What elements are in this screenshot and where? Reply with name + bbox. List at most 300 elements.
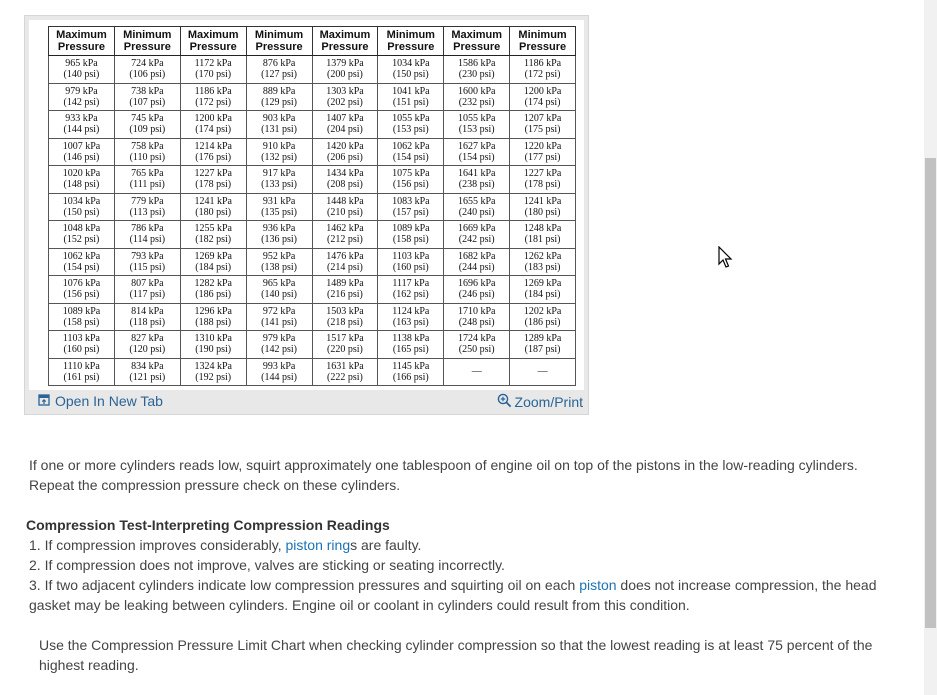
- cell-kpa: 1503 kPa: [326, 305, 364, 317]
- table-cell: [246, 248, 312, 276]
- scrollbar-thumb[interactable]: [925, 158, 936, 628]
- table-cell: [180, 276, 246, 304]
- cell-psi: (200 psi): [327, 69, 363, 81]
- table-cell: [378, 221, 444, 249]
- table-cell: [378, 303, 444, 331]
- cell-kpa: 1186 kPa: [523, 58, 562, 70]
- retest-paragraph: If one or more cylinders reads low, squirt approximately one tablespoon of engine oil on top of the pistons in the low-reading cylinders. Repeat the compression pressure check on these cylinders.: [29, 457, 858, 493]
- cell-kpa: 1083 kPa: [392, 195, 430, 207]
- piston-link[interactable]: piston: [579, 577, 617, 593]
- cell-kpa: 1034 kPa: [392, 58, 430, 70]
- cell-kpa: 936 kPa: [262, 223, 296, 235]
- cell-kpa: 793 kPa: [131, 250, 164, 262]
- cell-psi: (220 psi): [327, 344, 363, 356]
- table-cell: [180, 331, 246, 359]
- table-cell: [114, 276, 180, 304]
- table-cell: [246, 166, 312, 194]
- cell-kpa: 1227 kPa: [194, 168, 232, 180]
- cell-psi: (154 psi): [458, 151, 495, 163]
- cell-kpa: 1055 kPa: [392, 113, 430, 125]
- table-cell: [378, 331, 444, 359]
- cell-psi: (162 psi): [392, 289, 429, 301]
- table-cell: [49, 166, 115, 194]
- table-cell: [312, 248, 378, 276]
- cell-psi: (186 psi): [524, 316, 561, 328]
- cell-kpa: 917 kPa: [262, 168, 296, 180]
- cell-psi: (161 psi): [63, 371, 100, 383]
- cell-kpa: 979 kPa: [262, 333, 296, 345]
- cell-psi: (158 psi): [392, 234, 429, 246]
- table-cell: [444, 166, 510, 194]
- table-row: [49, 303, 576, 331]
- cell-psi: (175 psi): [524, 124, 561, 136]
- table-cell: [312, 166, 378, 194]
- cell-psi: (250 psi): [458, 344, 495, 356]
- cell-kpa: 1600 kPa: [457, 85, 496, 97]
- cell-kpa: 1075 kPa: [392, 168, 430, 180]
- cell-psi: (133 psi): [261, 179, 297, 191]
- cell-psi: (174 psi): [195, 124, 232, 136]
- cell-psi: (153 psi): [458, 124, 495, 136]
- cell-kpa: 1062 kPa: [392, 140, 430, 152]
- table-cell: [444, 193, 510, 221]
- table-cell: [444, 138, 510, 166]
- cell-psi: (135 psi): [261, 206, 297, 218]
- cell-kpa: 1220 kPa: [523, 140, 562, 152]
- cell-kpa: 1462 kPa: [326, 223, 364, 235]
- cell-psi: (232 psi): [458, 96, 495, 108]
- table-cell: [114, 221, 180, 249]
- limit-chart-paragraph: Use the Compression Pressure Limit Chart when checking cylinder compression so that the lowest reading is at least 75 percent of the highest reading.: [39, 637, 873, 673]
- cell-kpa: 1696 kPa: [457, 278, 496, 290]
- column-header: Minimum Pressure: [378, 27, 444, 56]
- cell-psi: (110 psi): [129, 151, 166, 163]
- cell-kpa: 1631 kPa: [326, 360, 364, 372]
- cell-kpa: 1124 kPa: [392, 305, 430, 317]
- table-cell: [378, 248, 444, 276]
- table-cell: [312, 56, 378, 84]
- cell-kpa: 807 kPa: [131, 278, 164, 290]
- table-cell: [49, 221, 115, 249]
- cell-kpa: 933 kPa: [65, 113, 98, 125]
- cell-psi: (138 psi): [261, 261, 297, 273]
- cell-kpa: 903 kPa: [262, 113, 296, 125]
- table-cell: [444, 83, 510, 111]
- table-cell: [180, 56, 246, 84]
- cell-psi: (188 psi): [195, 316, 232, 328]
- cell-kpa: 1103 kPa: [392, 250, 430, 262]
- open-in-new-tab-icon: [38, 393, 50, 409]
- cell-psi: (154 psi): [63, 261, 100, 273]
- cell-psi: (113 psi): [129, 206, 166, 218]
- table-row: [49, 276, 576, 304]
- table-cell: [49, 111, 115, 139]
- list-item-text: 3. If two adjacent cylinders indicate low compression pressures and squirting oil on each: [29, 577, 580, 593]
- table-cell: [49, 276, 115, 304]
- table-cell: [114, 303, 180, 331]
- table-cell: [510, 193, 576, 221]
- cell-kpa: 1517 kPa: [326, 333, 364, 345]
- table-cell: [312, 138, 378, 166]
- list-item: [26, 535, 896, 555]
- table-cell: [180, 303, 246, 331]
- cell-psi: (246 psi): [458, 289, 495, 301]
- cell-psi: (141 psi): [261, 316, 297, 328]
- cell-kpa: 758 kPa: [131, 140, 164, 152]
- table-cell: [114, 138, 180, 166]
- table-cell: [312, 276, 378, 304]
- column-header: Maximum Pressure: [180, 27, 246, 56]
- cell-psi: (208 psi): [327, 179, 363, 191]
- cell-kpa: 1227 kPa: [523, 168, 562, 180]
- cell-kpa: 1669 kPa: [457, 223, 496, 235]
- cell-psi: (142 psi): [261, 344, 297, 356]
- cell-psi: (182 psi): [195, 234, 232, 246]
- cell-psi: (216 psi): [327, 289, 363, 301]
- cell-kpa: 1724 kPa: [457, 333, 496, 345]
- cell-psi: (127 psi): [261, 69, 297, 81]
- cell-psi: (172 psi): [524, 69, 561, 81]
- cell-psi: (157 psi): [392, 206, 429, 218]
- cell-psi: (153 psi): [392, 124, 429, 136]
- table-cell: [114, 331, 180, 359]
- table-row: [49, 56, 576, 84]
- table-cell: [312, 331, 378, 359]
- cell-kpa: 1434 kPa: [326, 168, 364, 180]
- table-cell: [114, 248, 180, 276]
- table-row: [49, 111, 576, 139]
- column-header: Minimum Pressure: [510, 27, 576, 56]
- article-body: [26, 455, 896, 675]
- column-header: Maximum Pressure: [49, 27, 115, 56]
- zoom-print-link[interactable]: [497, 393, 583, 411]
- table-cell: [49, 248, 115, 276]
- table-cell: [246, 331, 312, 359]
- cell-kpa: 1682 kPa: [457, 250, 496, 262]
- table-row: [49, 331, 576, 359]
- cell-kpa: 1627 kPa: [457, 140, 496, 152]
- cell-psi: (218 psi): [327, 316, 363, 328]
- table-cell: [444, 331, 510, 359]
- column-header: Minimum Pressure: [114, 27, 180, 56]
- table-row: [49, 166, 576, 194]
- cell-kpa: 1248 kPa: [523, 223, 562, 235]
- cell-kpa: 1048 kPa: [62, 223, 101, 235]
- table-cell: [510, 138, 576, 166]
- cell-psi: (120 psi): [129, 344, 166, 356]
- cell-kpa: 1007 kPa: [62, 140, 101, 152]
- cell-kpa: 1186 kPa: [194, 85, 232, 97]
- table-row: [49, 248, 576, 276]
- table-cell: [49, 56, 115, 84]
- table-cell: [114, 83, 180, 111]
- cell-psi: (238 psi): [458, 179, 495, 191]
- cell-kpa: 724 kPa: [131, 58, 164, 70]
- zoom-print-label: Zoom/Print: [514, 394, 583, 410]
- cell-kpa: 1138 kPa: [392, 333, 430, 345]
- cell-kpa: 827 kPa: [131, 333, 164, 345]
- table-cell: [378, 56, 444, 84]
- cell-kpa: 1303 kPa: [326, 85, 364, 97]
- list-item-text: s are faulty.: [350, 537, 422, 553]
- cell-psi: (140 psi): [63, 69, 100, 81]
- cell-psi: (166 psi): [392, 371, 429, 383]
- cell-kpa: 1379 kPa: [326, 58, 364, 70]
- cell-kpa: 965 kPa: [262, 278, 296, 290]
- cell-kpa: 1282 kPa: [194, 278, 232, 290]
- cell-kpa: 1117 kPa: [392, 278, 430, 290]
- table-cell: [510, 248, 576, 276]
- cell-psi: (212 psi): [327, 234, 363, 246]
- cell-psi: (242 psi): [458, 234, 495, 246]
- cell-psi: (177 psi): [524, 151, 561, 163]
- cell-psi: (165 psi): [392, 344, 429, 356]
- table-cell: [180, 358, 246, 386]
- table-cell: [444, 56, 510, 84]
- table-row: [49, 221, 576, 249]
- cell-psi: (150 psi): [392, 69, 429, 81]
- table-cell: [180, 138, 246, 166]
- cell-kpa: 1202 kPa: [523, 305, 562, 317]
- compression-pressure-table: [48, 26, 576, 386]
- cell-kpa: 1407 kPa: [326, 113, 364, 125]
- cell-psi: (115 psi): [129, 261, 166, 273]
- list-item: [26, 575, 896, 615]
- cell-kpa: 1214 kPa: [194, 140, 232, 152]
- cell-kpa: 1262 kPa: [523, 250, 562, 262]
- cell-kpa: 931 kPa: [262, 195, 296, 207]
- cell-kpa: 1241 kPa: [523, 195, 562, 207]
- cell-psi: (114 psi): [129, 234, 166, 246]
- table-cell: [49, 193, 115, 221]
- table-cell: [378, 276, 444, 304]
- table-cell: [312, 83, 378, 111]
- cell-kpa: —: [537, 366, 548, 378]
- cell-kpa: 979 kPa: [65, 85, 98, 97]
- table-cell: [378, 358, 444, 386]
- table-cell: [180, 166, 246, 194]
- cell-psi: (163 psi): [392, 316, 429, 328]
- table-cell: [180, 221, 246, 249]
- table-cell: [246, 358, 312, 386]
- table-cell: [180, 83, 246, 111]
- table-row: [49, 138, 576, 166]
- table-cell: [444, 111, 510, 139]
- cell-kpa: 952 kPa: [262, 250, 296, 262]
- cell-psi: (210 psi): [327, 206, 363, 218]
- cell-psi: (184 psi): [195, 261, 232, 273]
- cell-psi: (186 psi): [195, 289, 232, 301]
- cell-psi: (180 psi): [524, 206, 561, 218]
- cell-kpa: 1076 kPa: [62, 278, 101, 290]
- table-cell: [312, 221, 378, 249]
- table-cell: [378, 166, 444, 194]
- table-cell: [510, 221, 576, 249]
- table-cell: [378, 193, 444, 221]
- zoom-in-icon: [497, 393, 512, 411]
- table-cell: [444, 276, 510, 304]
- cell-kpa: 779 kPa: [131, 195, 164, 207]
- table-cell: [510, 83, 576, 111]
- cell-psi: (131 psi): [261, 124, 297, 136]
- table-row: [49, 193, 576, 221]
- open-in-new-tab-link[interactable]: [38, 393, 163, 409]
- figure-link-bar: [25, 392, 588, 414]
- table-cell: [510, 276, 576, 304]
- table-cell: [510, 331, 576, 359]
- cell-psi: (129 psi): [261, 96, 297, 108]
- table-cell: [114, 358, 180, 386]
- cell-kpa: 1448 kPa: [326, 195, 364, 207]
- cell-kpa: 1655 kPa: [457, 195, 496, 207]
- cell-kpa: 1710 kPa: [457, 305, 496, 317]
- cell-kpa: 993 kPa: [262, 360, 296, 372]
- cell-kpa: 1289 kPa: [523, 333, 562, 345]
- cell-kpa: 1020 kPa: [62, 168, 101, 180]
- cell-kpa: 1269 kPa: [194, 250, 232, 262]
- table-cell: [312, 303, 378, 331]
- cell-kpa: 1034 kPa: [62, 195, 101, 207]
- cell-kpa: 1055 kPa: [457, 113, 496, 125]
- mouse-cursor-icon: [718, 246, 734, 270]
- cell-psi: (180 psi): [195, 206, 232, 218]
- cell-psi: (118 psi): [129, 316, 166, 328]
- cell-kpa: 1489 kPa: [326, 278, 364, 290]
- cell-psi: (154 psi): [392, 151, 429, 163]
- cell-psi: (117 psi): [129, 289, 166, 301]
- cell-kpa: 1420 kPa: [326, 140, 364, 152]
- column-header: Minimum Pressure: [246, 27, 312, 56]
- cell-kpa: 972 kPa: [262, 305, 296, 317]
- cell-psi: (192 psi): [195, 371, 232, 383]
- cell-psi: (160 psi): [63, 344, 100, 356]
- table-cell: [246, 303, 312, 331]
- cell-kpa: 965 kPa: [65, 58, 98, 70]
- table-cell: [444, 303, 510, 331]
- table-body: [49, 56, 576, 386]
- cell-kpa: 1041 kPa: [392, 85, 430, 97]
- table-cell: [444, 358, 510, 386]
- table-cell: [312, 193, 378, 221]
- table-cell: [444, 248, 510, 276]
- cell-kpa: 1641 kPa: [457, 168, 496, 180]
- table-cell: [378, 111, 444, 139]
- cell-psi: (174 psi): [524, 96, 561, 108]
- cell-kpa: 910 kPa: [262, 140, 296, 152]
- table-cell: [246, 83, 312, 111]
- table-cell: [49, 83, 115, 111]
- cell-psi: (206 psi): [327, 151, 363, 163]
- column-header: Maximum Pressure: [312, 27, 378, 56]
- cell-kpa: 814 kPa: [131, 305, 164, 317]
- cell-kpa: 889 kPa: [262, 85, 296, 97]
- table-cell: [114, 166, 180, 194]
- cell-psi: (109 psi): [129, 124, 166, 136]
- cell-psi: (172 psi): [195, 96, 232, 108]
- table-cell: [510, 358, 576, 386]
- table-cell: [312, 111, 378, 139]
- cell-kpa: 1200 kPa: [523, 85, 562, 97]
- cell-kpa: 1586 kPa: [457, 58, 496, 70]
- table-cell: [114, 56, 180, 84]
- table-cell: [246, 193, 312, 221]
- cell-psi: (121 psi): [129, 371, 166, 383]
- cell-psi: (160 psi): [392, 261, 429, 273]
- table-cell: [180, 248, 246, 276]
- table-header-row: [49, 27, 576, 56]
- cell-psi: (170 psi): [195, 69, 232, 81]
- table-cell: [246, 276, 312, 304]
- cell-psi: (132 psi): [261, 151, 297, 163]
- list-item-text: 1. If compression improves considerably,: [29, 537, 286, 553]
- piston-ring-link[interactable]: piston ring: [285, 537, 351, 553]
- cell-kpa: —: [471, 366, 482, 378]
- cell-psi: (240 psi): [458, 206, 495, 218]
- table-row: [49, 358, 576, 386]
- cell-psi: (152 psi): [63, 234, 100, 246]
- table-cell: [114, 193, 180, 221]
- cell-kpa: 1310 kPa: [194, 333, 232, 345]
- table-cell: [49, 331, 115, 359]
- cell-psi: (181 psi): [524, 234, 561, 246]
- table-cell: [510, 166, 576, 194]
- table-cell: [246, 111, 312, 139]
- column-header: Maximum Pressure: [444, 27, 510, 56]
- table-cell: [246, 56, 312, 84]
- cell-kpa: 1207 kPa: [523, 113, 562, 125]
- cell-kpa: 786 kPa: [131, 223, 164, 235]
- table-cell: [180, 111, 246, 139]
- cell-kpa: 1103 kPa: [62, 333, 100, 345]
- cell-kpa: 1296 kPa: [194, 305, 232, 317]
- cell-kpa: 834 kPa: [131, 360, 164, 372]
- cell-psi: (202 psi): [327, 96, 363, 108]
- table-cell: [312, 358, 378, 386]
- table-cell: [444, 221, 510, 249]
- table-cell: [510, 303, 576, 331]
- cell-psi: (222 psi): [327, 371, 363, 383]
- table-cell: [114, 111, 180, 139]
- cell-psi: (144 psi): [63, 124, 100, 136]
- list-item-text: does not increase compression, the head gasket may be leaking between cylinders. Engine oil or coolant in cylinders could result from this condition.: [29, 577, 877, 613]
- cell-psi: (150 psi): [63, 206, 100, 218]
- cell-kpa: 1145 kPa: [392, 360, 430, 372]
- section-heading: Compression Test-Interpreting Compression Readings: [26, 517, 390, 533]
- cell-psi: (190 psi): [195, 344, 232, 356]
- cell-psi: (156 psi): [63, 289, 100, 301]
- cell-kpa: 1476 kPa: [326, 250, 364, 262]
- cell-kpa: 765 kPa: [131, 168, 164, 180]
- table-row: [49, 83, 576, 111]
- cell-psi: (214 psi): [327, 261, 363, 273]
- cell-psi: (244 psi): [458, 261, 495, 273]
- cell-psi: (248 psi): [458, 316, 495, 328]
- cell-psi: (107 psi): [129, 96, 166, 108]
- cell-kpa: 1062 kPa: [62, 250, 101, 262]
- cell-kpa: 738 kPa: [131, 85, 164, 97]
- cell-kpa: 1089 kPa: [392, 223, 430, 235]
- cell-kpa: 1089 kPa: [62, 305, 101, 317]
- table-cell: [49, 358, 115, 386]
- compression-chart-image: [29, 20, 584, 390]
- cell-psi: (184 psi): [524, 289, 561, 301]
- cell-kpa: 1241 kPa: [194, 195, 232, 207]
- table-cell: [378, 138, 444, 166]
- cell-kpa: 1269 kPa: [523, 278, 562, 290]
- cell-kpa: 1110 kPa: [63, 360, 100, 372]
- cell-psi: (204 psi): [327, 124, 363, 136]
- cell-kpa: 876 kPa: [262, 58, 296, 70]
